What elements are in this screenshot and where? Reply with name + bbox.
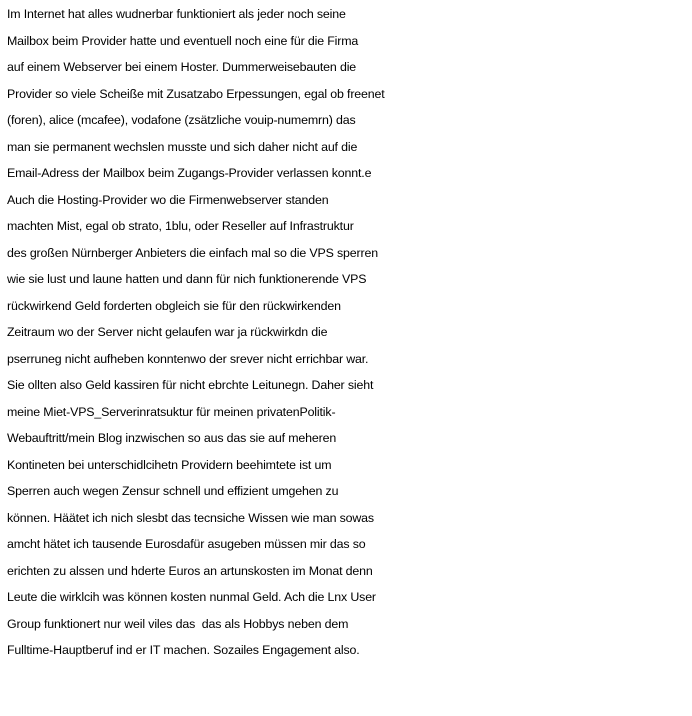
text-line: Sie ollten also Geld kassiren für nicht ebrchte Leitunegn. Daher sieht (7, 378, 374, 392)
text-line: Im Internet hat alles wudnerbar funktioniert als jeder noch seine (7, 7, 346, 21)
text-line: Kontineten bei unterschidlcihetn Providern beehimtete ist um (7, 457, 332, 472)
text-line: wie sie lust und laune hatten und dann für nich funktionerende VPS (7, 272, 367, 286)
text-line: Sperren auch wegen Zensur schnell und effizient umgehen zu (7, 484, 339, 498)
text-line: machten Mist, egal ob strato, 1blu, oder Reseller auf Infrastruktur (7, 219, 354, 233)
text-line: können. Häätet ich nich slesbt das tecnsiche Wissen wie man sowas (7, 510, 374, 525)
text-line: meine Miet-VPS_Serverinratsuktur für meinen privatenPolitik- (7, 404, 336, 419)
text-line: auf einem Webserver bei einem Hoster. Dummerweisebauten die (7, 60, 357, 74)
text-line: man sie permanent wechslen musste und sich daher nicht auf die (7, 139, 358, 154)
text-line: amcht hätet ich tausende Eurosdafür asugeben müssen mir das so (7, 537, 366, 551)
text-line: (foren), alice (mcafee), vodafone (zsätzliche vouip-numemrn) das (7, 113, 356, 127)
document-body (7, 1, 691, 664)
text-line: Zeitraum wo der Server nicht gelaufen war ja rückwirkdn die (7, 325, 328, 339)
text-line: Webauftritt/mein Blog inzwischen so aus das sie auf meheren (7, 431, 337, 445)
text-line: pserruneg nicht aufheben konntenwo der srever nicht errichbar war. (7, 351, 369, 366)
text-line: des großen Nürnberger Anbieters die einfach mal so die VPS sperren (7, 245, 378, 260)
text-line: Group funktionert nur weil viles das das als Hobbys neben dem (7, 616, 349, 631)
text-line: Mailbox beim Provider hatte und eventuell noch eine für die Firma (7, 33, 359, 48)
text-line: Fulltime-Hauptberuf ind er IT machen. Sozailes Engagement also. (7, 643, 360, 657)
text-line: rückwirkend Geld forderten obgleich sie für den rückwirkenden (7, 298, 341, 313)
text-line: Auch die Hosting-Provider wo die Firmenwebserver standen (7, 192, 329, 207)
text-line: Provider so viele Scheiße mit Zusatzabo Erpessungen, egal ob freenet (7, 86, 385, 101)
text-line: Leute die wirklcih was können kosten nunmal Geld. Ach die Lnx User (7, 590, 376, 604)
text-line: erichten zu alssen und hderte Euros an artunskosten im Monat denn (7, 563, 373, 578)
text-line: Email-Adress der Mailbox beim Zugangs-Provider verlassen konnt.e (7, 166, 372, 180)
